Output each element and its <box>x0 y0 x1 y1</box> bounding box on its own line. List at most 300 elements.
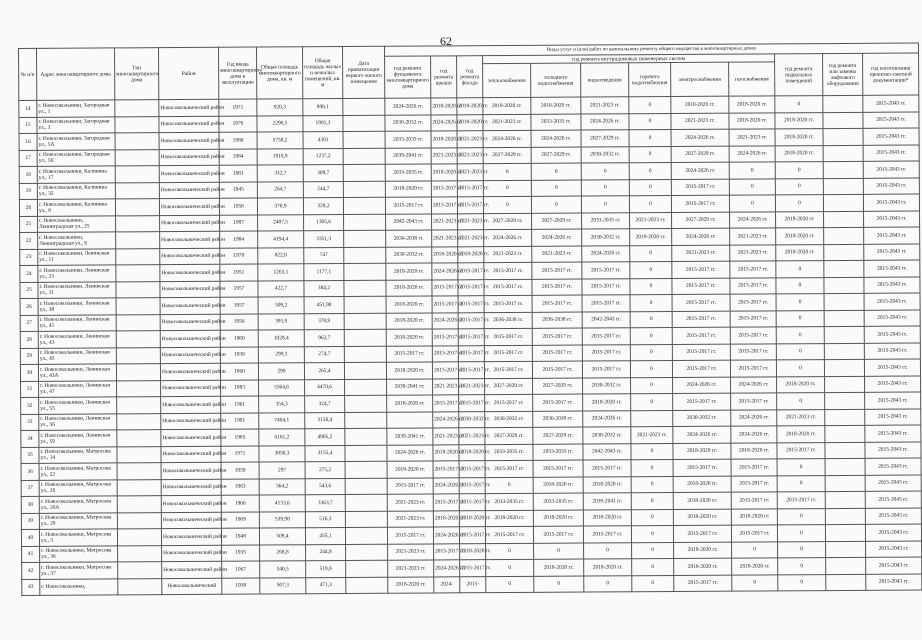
row-heat: 2015-2017 гг. <box>485 394 533 411</box>
row-year: 1957 <box>220 281 258 298</box>
col-sewer: водоотведения <box>581 63 629 97</box>
row-basement: 2021-2023 гг. <box>777 409 825 426</box>
row-foundation: 2015-2017 гг. <box>387 527 433 544</box>
row-cold: 2036-2038 гг. <box>533 411 583 428</box>
row-total-area: 370,9 <box>257 198 303 215</box>
row-res-area: 3363,7 <box>305 495 345 512</box>
capital-repair-table <box>18 42 922 595</box>
row-elevator <box>824 277 864 294</box>
row-elec: 2015-2017 гг. <box>672 344 730 361</box>
row-elec: 2015-2017 гг. <box>673 393 731 410</box>
row-type <box>115 116 159 133</box>
row-cold: 0 <box>531 163 581 180</box>
row-total-area: 4194,4 <box>258 231 304 248</box>
row-total-area: 4133,6 <box>259 495 305 512</box>
row-res-area: 519,9 <box>306 561 346 578</box>
row-date-first <box>344 214 386 231</box>
row-type <box>115 199 159 216</box>
row-basement: 2018-2020 гг. <box>777 426 825 443</box>
row-district: Новосокольнический район <box>159 99 219 116</box>
row-sewer: 2027-2029 гг. <box>581 130 629 147</box>
row-basement: 0 <box>776 327 824 344</box>
row-year: 1985 <box>221 429 259 446</box>
row-year: 1959 <box>221 462 259 479</box>
row-elevator <box>825 409 865 426</box>
row-gas: 0 <box>729 162 775 179</box>
row-elevator <box>825 491 865 508</box>
row-roof: 2021-2023 гг. <box>431 147 457 164</box>
col-district: Район <box>159 47 219 99</box>
row-cold: 2027-2029 гг. <box>531 147 581 164</box>
row-hot: 0 <box>630 344 672 361</box>
row-year: 1987 <box>220 215 258 232</box>
row-roof: 2015-2017 гг. <box>433 395 459 412</box>
row-basement: 0 <box>776 277 824 294</box>
row-heat: 2024-2026 гг. <box>483 130 531 147</box>
row-cold: 2015-2017 гг. <box>532 295 582 312</box>
row-address: г. Новосокольники, Матросова ул., 14 <box>39 446 117 463</box>
row-type <box>116 314 160 331</box>
row-gas: 2024-2026 гг. <box>729 145 775 162</box>
row-address: г. Новосокольники, Матросова ул., 26 <box>39 479 117 496</box>
row-hot: 0 <box>631 443 673 460</box>
row-res-area: 370,9 <box>304 313 344 330</box>
row-roof: 2018-2020 гг. <box>432 246 458 263</box>
row-heat: 2030-2032 гг. <box>485 411 533 428</box>
row-facade: 2015-2017 гг. <box>457 180 483 197</box>
row-res-area: 3158,4 <box>305 412 345 429</box>
row-docs: 2015-2043 гг. <box>864 243 920 260</box>
row-district: Новосокольнический район <box>161 479 221 496</box>
row-type <box>117 496 161 513</box>
row-district: Новосокольнический район <box>159 116 219 133</box>
row-foundation: 2024-2026 гг. <box>385 98 431 115</box>
row-roof: 2015-2017 гг. <box>432 362 458 379</box>
row-year: 1960 <box>220 363 258 380</box>
row-district: Новосокольнический район <box>161 528 221 545</box>
row-total-area: 332,7 <box>257 165 303 182</box>
row-gas: 2021-2023 гг. <box>730 244 776 261</box>
row-gas: 2015-2017 гг. <box>730 294 776 311</box>
row-gas: 2018-2020 гг. <box>732 558 778 575</box>
row-docs: 2015-2043 гг. <box>866 557 922 574</box>
row-gas: 2015-2017 гг. <box>731 525 777 542</box>
row-heat: 0 <box>485 477 533 494</box>
row-year: 1963 <box>221 479 259 496</box>
row-res-area: 455,1 <box>305 528 345 545</box>
row-type <box>118 562 162 579</box>
row-foundation: 2018-2020 гг. <box>386 279 432 296</box>
row-type <box>118 545 162 562</box>
row-district: Новосокольнический район <box>159 182 219 199</box>
row-facade: 2015-2017 гг. <box>458 329 484 346</box>
row-gas: 2015-2017 гг. <box>730 277 776 294</box>
row-district: Новосокольнический район <box>161 446 221 463</box>
row-res-area: 4301 <box>303 132 343 149</box>
row-roof: 2018-2020 гг. <box>433 444 459 461</box>
row-elevator <box>825 425 865 442</box>
col-elec: электроснабжения <box>671 62 729 96</box>
row-hot: 0 <box>630 361 672 378</box>
row-sewer: 2015-2017 гг. <box>582 328 630 345</box>
row-number: 29 <box>20 348 38 365</box>
row-district: Новосокольнический район <box>160 297 220 314</box>
row-total-area: 5564,6 <box>259 379 305 396</box>
row-basement: 2018-2020 гг. <box>775 112 823 129</box>
col-gas: газоснабжения <box>729 62 775 96</box>
row-date-first <box>344 230 386 247</box>
row-roof: 2021-2023 гг. <box>432 230 458 247</box>
row-number: 43 <box>22 579 40 596</box>
row-year: 1978 <box>220 248 258 265</box>
row-docs: 2015-2043 гг. <box>864 227 920 244</box>
row-sewer: 2015-2017 гг. <box>582 361 630 378</box>
row-elec: 2015-2017 гг. <box>673 459 731 476</box>
row-basement: 0 <box>776 261 824 278</box>
row-heat: 2015-2017 гг. <box>484 345 532 362</box>
row-total-area: 422,7 <box>258 280 304 297</box>
row-hot: 0 <box>630 328 672 345</box>
row-elevator <box>824 244 864 261</box>
row-district: Новосокольнический район <box>162 561 222 578</box>
row-type <box>116 265 160 282</box>
row-roof: 2021-2023 гг. <box>433 428 459 445</box>
row-type <box>117 463 161 480</box>
row-date-first <box>345 494 387 511</box>
col-type: Тип многоквартирного дома <box>115 48 159 100</box>
col-basement: год ремонта подвальных помещений <box>775 54 823 96</box>
row-res-area: 329,2 <box>303 198 343 215</box>
row-roof: 2021-2023 гг. <box>433 378 459 395</box>
row-elec: 2018-2020 гг. <box>673 492 731 509</box>
row-elec: 2018-2020 гг. <box>674 542 732 559</box>
row-foundation: 2018-2020 гг. <box>386 329 432 346</box>
row-address: г. Новосокольники, Загородная ул., 3 <box>37 116 115 133</box>
row-year: 1980 <box>219 132 257 149</box>
row-elevator <box>824 343 864 360</box>
row-facade: 2015-2017 гг. <box>458 263 484 280</box>
row-heat: 0 <box>483 196 531 213</box>
row-sewer: 0 <box>581 179 629 196</box>
row-number: 19 <box>19 183 37 200</box>
row-address: г. Новосокольники, Ленинская ул., 41 <box>38 314 116 331</box>
row-year: 1958 <box>219 198 257 215</box>
row-res-area: 1901,3 <box>303 115 343 132</box>
row-gas: 2015-2017 гг. <box>730 343 776 360</box>
row-type <box>115 133 159 150</box>
row-roof: 2015-2017 гг. <box>433 494 459 511</box>
col-address: Адрес многоквартирного дома <box>37 48 115 100</box>
row-date-first <box>345 428 387 445</box>
row-hot: 0 <box>631 377 673 394</box>
row-gas: 2015-2017 гг. <box>731 459 777 476</box>
row-type <box>115 149 159 166</box>
row-facade: 2015-2017 гг. <box>458 345 484 362</box>
row-res-area: 265,4 <box>304 363 344 380</box>
row-sewer: 2033-2035 гг. <box>582 212 630 229</box>
row-cold: 2015-2017 гг. <box>532 361 582 378</box>
row-basement: 0 <box>778 558 826 575</box>
row-district: Новосокольнический район <box>160 314 220 331</box>
row-foundation: 2015-2017 гг. <box>385 197 431 214</box>
row-foundation: 2021-2023 гг. <box>387 510 433 527</box>
row-cold: 2018-2020 гг. <box>533 510 583 527</box>
row-heat: 2015-2017 гг. <box>484 361 532 378</box>
row-facade: 2015-2017 гг. <box>458 362 484 379</box>
row-elec: 2015-2017 гг. <box>672 311 730 328</box>
row-cold: 2015-2017 гг. <box>532 262 582 279</box>
col-no: № п/п <box>19 48 37 100</box>
row-date-first <box>344 329 386 346</box>
row-cold: 2027-2029 гг. <box>533 378 583 395</box>
row-date-first <box>345 445 387 462</box>
row-foundation: 2039-2041 гг. <box>385 147 431 164</box>
row-foundation: 2018-2020 гг. <box>388 576 434 593</box>
row-district: Новосокольнический район <box>161 512 221 529</box>
col-docs: год изготовления проектно-сметной документации* <box>863 53 919 95</box>
row-address: г. Новосокольники, Матросова ул., 26А <box>39 496 117 513</box>
row-roof: 2018-2020 гг. <box>431 131 457 148</box>
row-foundation: 2021-2023 гг. <box>387 494 433 511</box>
row-roof: 2021-2023 гг. <box>432 213 458 230</box>
row-date-first <box>346 577 388 594</box>
row-address: г. Новосокольники, Ленинградская ул., 9 <box>38 232 116 249</box>
row-roof: 2015-2017 гг. <box>434 543 460 560</box>
row-elevator <box>824 211 864 228</box>
row-sewer: 2030-2032 гг. <box>581 146 629 163</box>
row-basement: 2018-2020 гг. <box>777 376 825 393</box>
row-year: 1984 <box>220 231 258 248</box>
row-district: Новосокольнический район <box>160 330 220 347</box>
row-docs: 2015-2043 гг. <box>863 177 919 194</box>
row-cold: 2036-2038 гг. <box>532 312 582 329</box>
row-elec: 2015-2017 гг. <box>672 278 730 295</box>
row-foundation: 2018-2020 гг. <box>386 362 432 379</box>
row-sewer: 2018-2020 гг. <box>583 476 631 493</box>
row-heat: 2033-2035 гг. <box>485 493 533 510</box>
row-elevator <box>825 458 865 475</box>
row-roof: 2015-2017 гг. <box>431 180 457 197</box>
row-date-first <box>345 478 387 495</box>
row-sewer: 2024-2026 гг. <box>581 113 629 130</box>
row-heat: 0 <box>486 543 534 560</box>
row-elec: 2018-2020 гг. <box>674 558 732 575</box>
row-total-area: 5758,2 <box>257 132 303 149</box>
row-heat: 2015-2017 гг. <box>484 295 532 312</box>
row-type <box>117 380 161 397</box>
row-address: г. Новосокольники, Матросова ул., 3 <box>39 529 117 546</box>
row-number: 41 <box>22 546 40 563</box>
row-hot: 0 <box>632 542 674 559</box>
row-gas: 2024-2026 гг. <box>731 409 777 426</box>
row-facade: 2015-2017 гг. <box>458 296 484 313</box>
row-sewer: 2039-2041 гг. <box>583 493 631 510</box>
row-type <box>115 166 159 183</box>
row-hot: 0 <box>630 278 672 295</box>
row-type <box>117 479 161 496</box>
row-basement: 2018-2020 гг. <box>775 145 823 162</box>
row-hot <box>631 410 673 427</box>
row-docs: 2015-2043 гг. <box>864 293 920 310</box>
row-sewer: 2024-2026 гг. <box>583 410 631 427</box>
row-roof: 2015-2017 гг. <box>432 279 458 296</box>
row-facade: 2018-2020 гг. <box>457 114 483 131</box>
row-number: 30 <box>20 364 38 381</box>
col-total-area: Общая площадь многоквартирного дома, кв. м <box>256 47 302 99</box>
row-type <box>117 529 161 546</box>
row-docs: 2015-2043 гг. <box>863 128 919 145</box>
row-elec: 2030-2032 гг. <box>673 410 731 427</box>
row-cold: 2033-2035 гг. <box>533 444 583 461</box>
row-type <box>116 347 160 364</box>
row-sewer: 2021-2023 гг. <box>581 97 629 114</box>
row-gas: 2018-2020 гг. <box>729 96 775 113</box>
row-facade: 2018-2020 гг. <box>459 444 485 461</box>
row-roof: 2018-2020 гг. <box>431 164 457 181</box>
row-heat: 2015-2017 гг. <box>485 460 533 477</box>
row-number: 28 <box>20 331 38 348</box>
row-foundation: 2018-2020 гг. <box>386 296 432 313</box>
row-elevator <box>824 227 864 244</box>
row-heat: 2027-2029 гг. <box>483 147 531 164</box>
row-elec: 2027-2029 гг. <box>671 146 729 163</box>
row-elec: 2015-2017 гг. <box>674 575 732 592</box>
row-address: г. Новосокольники, Ленинская ул., 43А <box>38 364 116 381</box>
row-type <box>117 430 161 447</box>
row-district: Новосокольнический район <box>159 149 219 166</box>
row-res-area: 4905,2 <box>305 429 345 446</box>
row-res-area: 471,3 <box>306 577 346 594</box>
row-date-first <box>344 263 386 280</box>
row-heat: 2015-2017 гг. <box>484 328 532 345</box>
row-roof: 2015-2017 гг. <box>431 197 457 214</box>
engsys-caption: год ремонта внутридомовых инженерных систем <box>483 54 775 64</box>
row-district: Новосокольнический район <box>160 215 220 232</box>
row-number: 38 <box>21 496 39 513</box>
row-address: г. Новосокольники, Ленинградская ул., 25 <box>38 215 116 232</box>
row-heat: 2015-2017 гг. <box>484 262 532 279</box>
row-elevator <box>823 161 863 178</box>
row-hot: 0 <box>629 130 671 147</box>
row-res-area: 898,1 <box>303 99 343 116</box>
row-cold: 2024-2026 гг. <box>531 130 581 147</box>
col-elevator: год ремонта или замены лифтового оборудования <box>823 53 863 95</box>
row-gas: 2015-2017 гг. <box>730 360 776 377</box>
row-basement: 0 <box>775 96 823 113</box>
row-elec: 2024-2026 гг. <box>671 162 729 179</box>
row-total-area: 6161,2 <box>259 429 305 446</box>
row-elevator <box>824 326 864 343</box>
row-foundation: 2033-2035 гг. <box>385 131 431 148</box>
row-total-area: 354,3 <box>259 396 305 413</box>
row-facade: 2018-2020 гг. <box>458 246 484 263</box>
row-roof: 2024-2026 гг. <box>433 411 459 428</box>
row-res-area: 1177,1 <box>304 264 344 281</box>
row-address: г. Новосокольники, Матросова ул., 37 <box>40 562 118 579</box>
row-year: 1935 <box>222 545 260 562</box>
row-district: Новосокольнический район <box>161 462 221 479</box>
row-elec: 2015-2017 гг. <box>673 525 731 542</box>
row-hot: 0 <box>629 113 671 130</box>
row-hot: 0 <box>631 509 673 526</box>
row-elevator <box>823 128 863 145</box>
row-facade: 2015-2017 гг. <box>458 312 484 329</box>
row-date-first <box>345 527 387 544</box>
row-year: 1967 <box>222 561 260 578</box>
row-date-first <box>343 115 385 132</box>
row-cold: 2015-2017 гг. <box>532 328 582 345</box>
row-cold: 2024-2026 гг. <box>532 229 582 246</box>
row-date-first <box>344 346 386 363</box>
row-cold: 2018-2020 гг. <box>531 97 581 114</box>
row-type <box>115 100 159 117</box>
row-elec: 2024-2026 гг. <box>672 228 730 245</box>
row-docs: 2015-2043 гг. <box>865 441 921 458</box>
row-sewer: 0 <box>584 575 632 592</box>
row-address: г. Новосокольники, <box>40 578 118 595</box>
col-hot: горячего водоснабжения <box>629 63 671 97</box>
row-docs: 2015-2043 гг. <box>866 540 922 557</box>
row-total-area: 297 <box>259 462 305 479</box>
col-cold: холодного водоснабжения <box>531 63 581 97</box>
row-cold: 2021-2023 гг. <box>532 246 582 263</box>
row-basement: 0 <box>777 508 825 525</box>
row-gas: 0 <box>729 195 775 212</box>
row-basement: 2015-2017 гг. <box>777 492 825 509</box>
row-foundation: 2018-2020 гг. <box>386 263 432 280</box>
col-date-first: Дата приватизации первого жилого помещения <box>342 46 384 98</box>
row-elevator <box>823 194 863 211</box>
row-sewer: 2030-2032 гг. <box>582 229 630 246</box>
row-number: 23 <box>20 249 38 266</box>
row-basement: 0 <box>778 574 826 591</box>
row-res-area: 4470,6 <box>305 379 345 396</box>
row-heat: 2027-2029 гг. <box>484 213 532 230</box>
row-district: Новосокольнический район <box>161 413 221 430</box>
row-elevator <box>826 557 866 574</box>
row-total-area: 1263,1 <box>258 264 304 281</box>
row-foundation: 2024-2026 гг. <box>387 444 433 461</box>
col-year: Год ввода многоквартирного дома в эксплуатацию <box>218 47 256 99</box>
row-docs: 2015-2043 гг. <box>865 491 921 508</box>
row-heat: 2015-2017 гг. <box>485 526 533 543</box>
row-foundation: 2030-2032 гг. <box>386 246 432 263</box>
row-address: г. Новосокольники, Ленинская ул., 31 <box>38 281 116 298</box>
col-res-area: Общая площадь жилых и нежилых помещений, кв. м <box>302 47 342 99</box>
row-elec: 2018-2020 гг. <box>673 443 731 460</box>
row-hot: 0 <box>629 97 671 114</box>
row-hot: 2021-2023 гг. <box>631 427 673 444</box>
row-docs: 2015-2043 гг. <box>864 309 920 326</box>
row-heat: 2018-2020 гг. <box>485 510 533 527</box>
row-date-first <box>345 379 387 396</box>
row-roof: 2018-2020 гг. <box>433 510 459 527</box>
row-elevator <box>825 442 865 459</box>
row-heat: 0 <box>483 180 531 197</box>
row-foundation: 2018-2020 гг. <box>385 180 431 197</box>
row-number: 42 <box>22 562 40 579</box>
row-heat: 2024-2026 гг. <box>484 229 532 246</box>
row-foundation: 2018-2020 гг. <box>387 395 433 412</box>
row-sewer: 2042-2043 гг. <box>582 311 630 328</box>
row-elec: 2015-2017 гг. <box>672 294 730 311</box>
page-number: 62 <box>440 34 452 48</box>
row-year: 1991 <box>221 413 259 430</box>
row-gas: 2021-2023 гг. <box>730 228 776 245</box>
row-address: г. Новосокольники, Ленинская ул., 55 <box>39 397 117 414</box>
row-total-area: 290 <box>258 363 304 380</box>
row-basement: 0 <box>777 525 825 542</box>
